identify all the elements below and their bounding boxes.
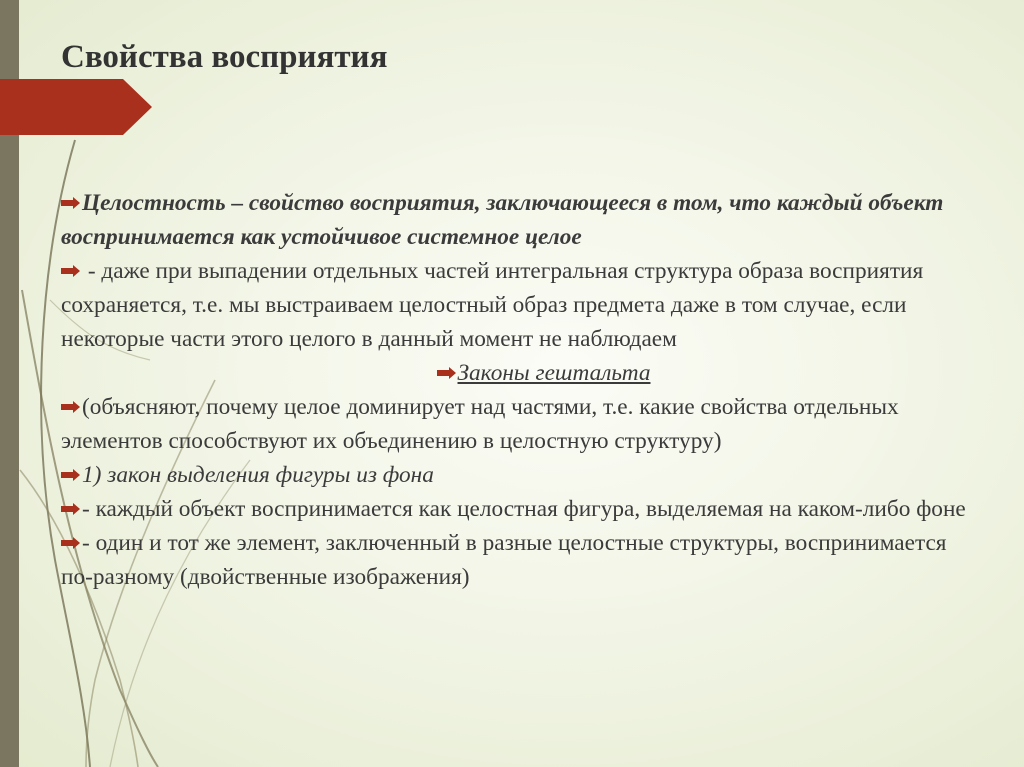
list-item: - один и тот же элемент, заключенный в разные целостные структуры, воспринимается по-разному (двойственные изображения): [61, 530, 947, 590]
arrow-bullet-icon: [437, 367, 456, 379]
slide-title: Свойства восприятия: [61, 39, 388, 75]
slide-body: [61, 186, 966, 594]
arrow-bullet-icon: [61, 265, 80, 277]
arrow-bullet-icon: [61, 197, 80, 209]
gestalt-laws-heading: Законы гештальта: [457, 360, 651, 386]
list-item: 1) закон выделения фигуры из фона: [61, 458, 966, 492]
list-item: [61, 356, 966, 390]
arrow-bullet-icon: [61, 503, 80, 515]
arrow-bullet-icon: [61, 469, 80, 481]
list-item: (объясняют, почему целое доминирует над частями, т.е. какие свойства отдельных элементов способствуют их объединению в целостную структуру): [61, 394, 899, 454]
title-accent-ribbon: [0, 79, 152, 135]
arrow-bullet-icon: [61, 537, 80, 549]
list-item: Целостность – свойство восприятия, заключающееся в том, что каждый объект воспринимается как устойчивое системное целое: [61, 190, 944, 250]
arrow-bullet-icon: [61, 401, 80, 413]
list-item: - даже при выпадении отдельных частей интегральная структура образа восприятия сохраняется, т.е. мы выстраиваем целостный образ предмета даже в том случае, если некоторые части этого целого в данный момент не наблюдаем: [61, 258, 924, 352]
list-item: - каждый объект воспринимается как целостная фигура, выделяемая на каком-либо фоне: [61, 492, 966, 526]
